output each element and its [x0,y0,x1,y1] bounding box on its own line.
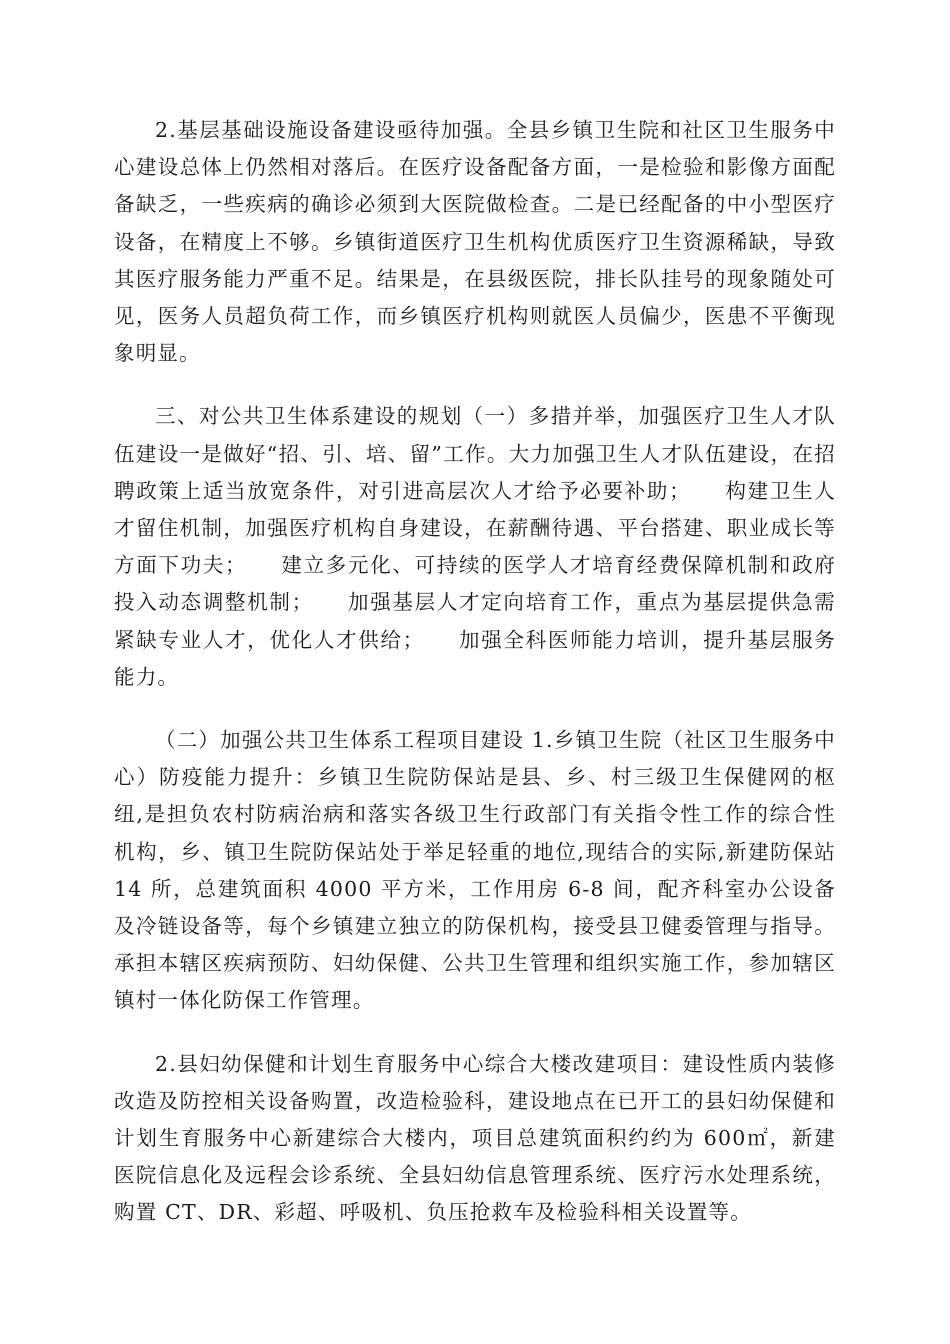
paragraph-infrastructure: 2.基层基础设施设备建设亟待加强。全县乡镇卫生院和社区卫生服务中心建设总体上仍然相对落后。在医疗设备配备方面，一是检验和影像方面配备缺乏，一些疾病的确诊必须到大医院做检查。二是已经配备的中小型医疗设备，在精度上不够。乡镇街道医疗卫生机构优质医疗卫生资源稀缺，导致其医疗服务能力严重不足。结果是，在县级医院，排长队挂号的现象随处可见，医务人员超负荷工作，而乡镇医疗机构则就医人员偏少，医患不平衡现象明显。 [114,118,836,366]
paragraph-maternal-child-center: 2.县妇幼保健和计划生育服务中心综合大楼改建项目：建设性质内装修改造及防控相关设备购置，改造检验科，建设地点在已开工的县妇幼保健和计划生育服务中心新建综合大楼内，项目总建筑面积约约为 600㎡，新建医院信息化及远程会诊系统、全县妇幼信息管理系统、医疗污水处理系统，购置 CT、DR、彩超、呼吸机、负压抢救车及检验科相关设置等。 [114,1051,836,1225]
paragraph-township-health-centers: （二）加强公共卫生体系工程项目建设 1.乡镇卫生院（社区卫生服务中心）防疫能力提升：乡镇卫生院防保站是县、乡、村三级卫生保健网的枢纽,是担负农村防病治病和落实各级卫生行政部门有关指令性工作的综合性机构，乡、镇卫生院防保站处于举足轻重的地位,现结合的实际,新建防保站 14 所，总建筑面积 4000 平方米，工作用房 6-8 间，配齐科室办公设备及冷链设备等，每个乡镇建立独立的防保机构，接受县卫健委管理与指导。承担本辖区疾病预防、妇幼保健、公共卫生管理和组织实施工作，参加辖区镇村一体化防保工作管理。 [114,728,836,1013]
document-body [114,112,836,1232]
paragraph-planning-talent: 三、对公共卫生体系建设的规划（一）多措并举，加强医疗卫生人才队伍建设一是做好“招、引、培、留”工作。大力加强卫生人才队伍建设，在招聘政策上适当放宽条件，对引进高层次人才给予必要补助； 构建卫生人才留住机制，加强医疗机构自身建设，在薪酬待遇、平台搭建、职业成长等方面下功夫； 建立多元化、可持续的医学人才培育经费保障机制和政府投入动态调整机制； 加强基层人才定向培育工作，重点为基层提供急需紧缺专业人才，优化人才供给； 加强全科医师能力培训，提升基层服务能力。 [114,404,836,689]
